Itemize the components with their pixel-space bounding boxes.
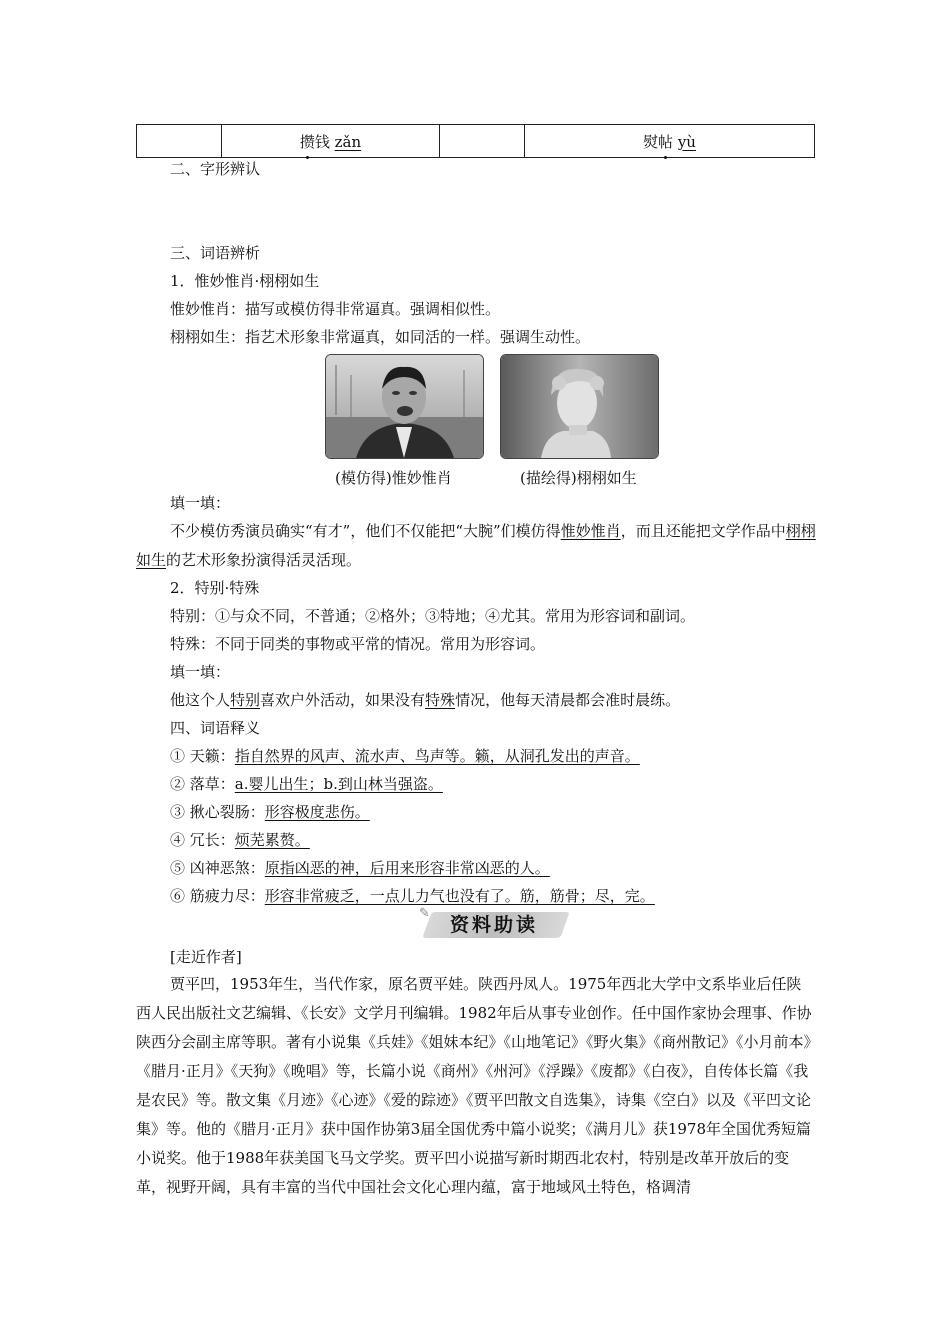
term: ⑤ 凶神恶煞： [170, 859, 265, 877]
list-item [170, 829, 310, 850]
definition: 惟妙惟肖：描写或模仿得非常逼真。强调相似性。 [170, 300, 501, 318]
photo-comedian [325, 354, 484, 459]
table-cell-word-zan [222, 125, 440, 158]
item-title: 1．惟妙惟肖·栩栩如生 [170, 272, 320, 290]
item-title: 2．特别·特殊 [170, 579, 260, 597]
fill-sentence-2 [170, 689, 680, 710]
meaning: 形容非常疲乏，一点儿力气也没有了。筋，筋骨；尽，完。 [264, 887, 655, 905]
definition: 特殊：不同于同类的事物或平常的情况。常用为形容词。 [170, 635, 546, 653]
term: ④ 冗长： [170, 831, 235, 849]
text: 情况，他每天清晨都会准时晨练。 [455, 691, 681, 709]
term: ② 落草： [170, 775, 235, 793]
meaning: 指自然界的风声、流水声、鸟声等。籁，从洞孔发出的声音。 [234, 747, 640, 765]
text: ，而且还能把文学作品中 [620, 522, 786, 540]
word-prefix: 熨 [643, 132, 659, 151]
fill-paragraph-1 [136, 517, 816, 575]
author-paragraph: 贾平凹，1953年生，当代作家，原名贾平娃。陕西丹凤人。1975年西北大学中文系毕业后任陕西人民出版社文艺编辑、《长安》文学月刊编辑。1982年后从事专业创作。任中国作家协会理事、作协陕西分会副主席等职。著有小说集《兵娃》《姐妹本纪》《山地笔记》《野火集》《商州散记》《小月前本》《腊月·正月》《天狗》《晚唱》等，长篇小说《商州》《州河》《浮躁》《废都》《白夜》，自传体长篇《我是农民》等。散文集《月迹》《心迹》《爱的踪迹》《贾平凹散文自选集》，诗集《空白》以及《平凹文论集》等。他的《腊月·正月》获中国作协第3届全国优秀中篇小说奖；《满月儿》获1978年全国优秀短篇小说奖。他于1988年获美国飞马文学奖。贾平凹小说描写新时期西北农村，特别是改革开放后的变革，视野开阔，具有丰富的当代中国社会文化心理内蕴，富于地域风土特色，格调清 [136, 975, 812, 1196]
text: 喜欢户外活动，如果没有 [260, 691, 426, 709]
answer: 特别 [230, 691, 261, 709]
dotted-char: 帖 [658, 132, 674, 151]
meaning: 形容极度悲伤。 [264, 803, 370, 821]
section-heading-4: 四、词语释义 [170, 719, 261, 737]
answer: 惟妙惟肖 [560, 522, 621, 540]
meaning: 烦芜累赘。 [234, 831, 310, 849]
fill-label: 填一填： [170, 663, 231, 681]
author-heading: [走近作者] [170, 948, 242, 966]
meaning: 原指凶恶的神，后用来形容非常凶恶的人。 [264, 859, 550, 877]
text: 不少模仿秀演员确实“有才”，他们不仅能把“大腕”们模仿得 [170, 522, 561, 540]
photo-statue [500, 354, 659, 459]
definition: 特别：①与众不同，不普通；②格外；③特地；④尤其。常用为形容词和副词。 [170, 607, 696, 625]
term: ③ 揪心裂肠： [170, 803, 265, 821]
term: ⑥ 筋疲力尽： [170, 887, 265, 905]
definition: 栩栩如生：指艺术形象非常逼真，如同活的一样。强调生动性。 [170, 328, 591, 346]
fill-label: 填一填： [170, 494, 231, 512]
list-item [170, 773, 443, 794]
list-item [170, 885, 655, 906]
section-heading-3: 三、词语辨析 [170, 244, 261, 262]
answer: 特殊 [425, 691, 456, 709]
list-item [170, 745, 640, 766]
term: ① 天籁： [170, 747, 235, 765]
caption-right: (描绘得)栩栩如生 [520, 469, 637, 487]
pinyin-table [136, 124, 815, 158]
list-item [170, 857, 550, 878]
section-banner [419, 906, 569, 940]
caption-left: (模仿得)惟妙惟肖 [335, 469, 452, 487]
text: 他这个人 [170, 691, 231, 709]
table-cell-word-yu [525, 125, 815, 158]
decoration-icon: ✎ [419, 906, 430, 921]
table-row [137, 125, 815, 158]
dotted-char: 攒 [299, 132, 315, 151]
pinyin-answer: yù [677, 132, 696, 151]
answer: 栩栩如生 [136, 522, 816, 569]
table-cell-empty [137, 125, 222, 158]
text: 的艺术形象扮演得活灵活现。 [166, 551, 362, 569]
list-item [170, 801, 370, 822]
table-cell-empty [440, 125, 525, 158]
pinyin-answer: zǎn [334, 132, 362, 151]
section-heading-2: 二、字形辨认 [170, 160, 261, 178]
meaning: a.婴儿出生；b.到山林当强盗。 [234, 775, 443, 793]
word-rest: 钱 [314, 132, 335, 151]
banner-title: 资料助读 [449, 914, 538, 936]
